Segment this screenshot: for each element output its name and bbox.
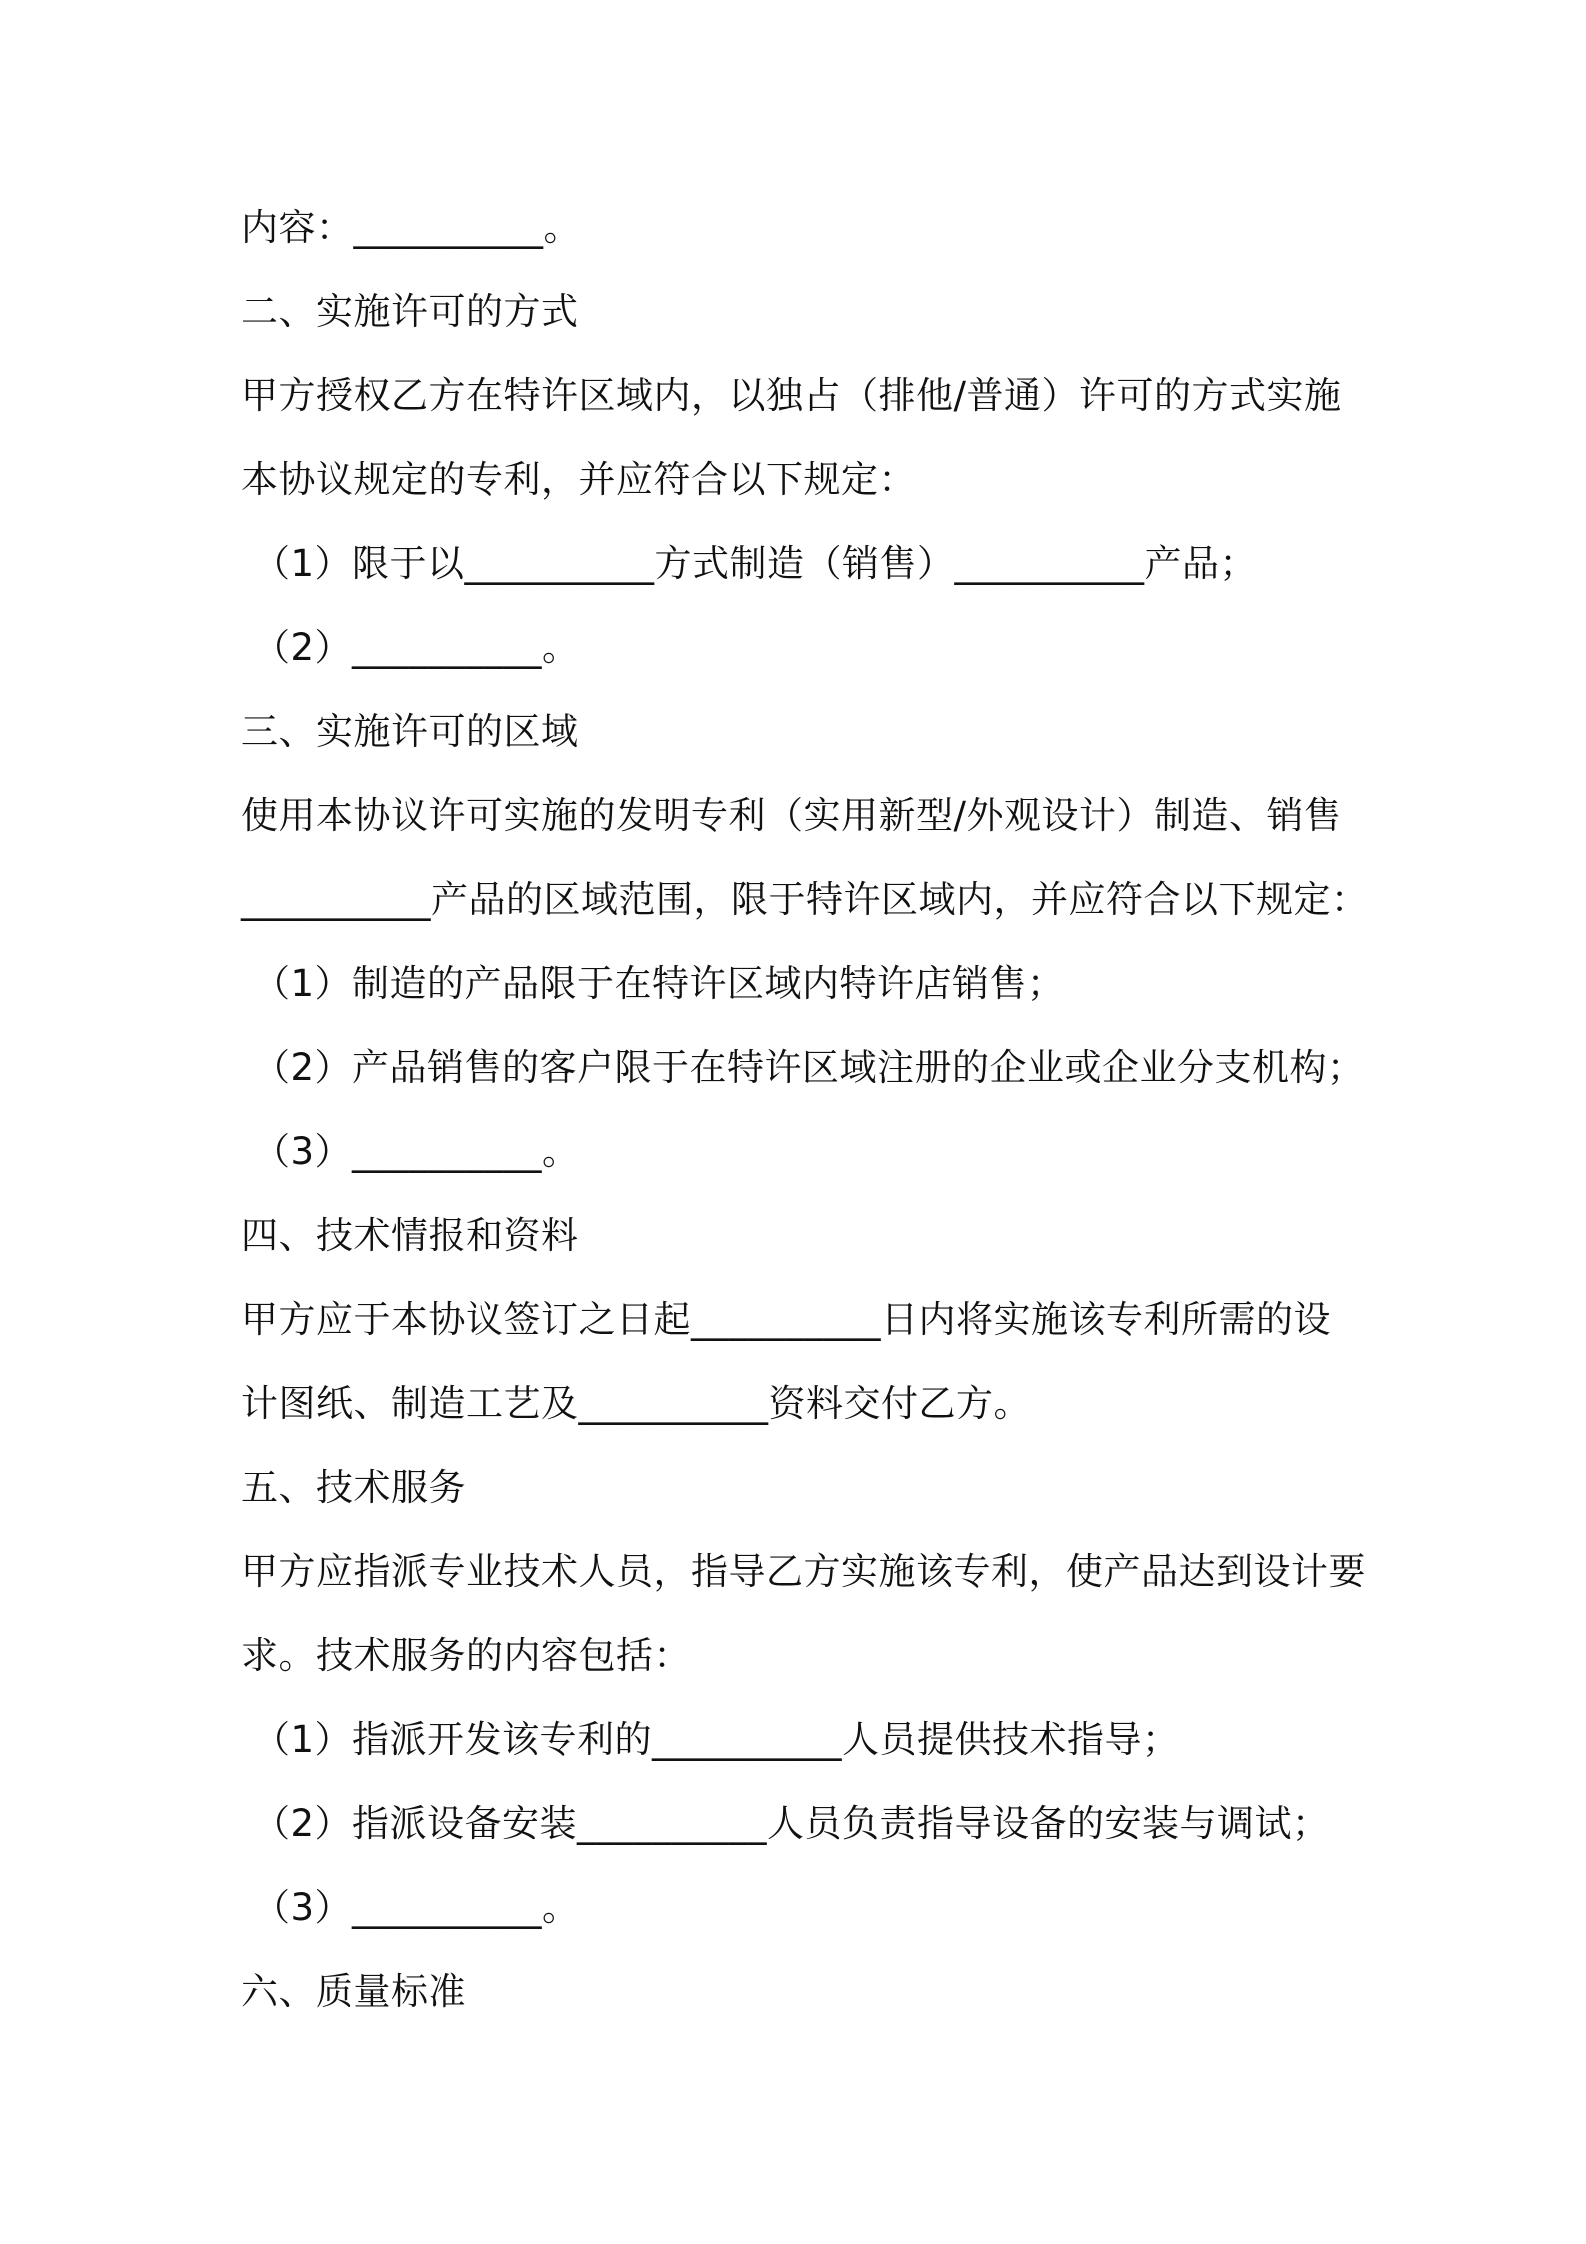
section-heading-2: 二、实施许可的方式 xyxy=(241,290,579,333)
list-item: （1）制造的产品限于在特许区域内特许店销售； xyxy=(253,962,1065,1005)
paragraph-line: 本协议规定的专利，并应符合以下规定： xyxy=(241,458,916,501)
paragraph-line: 计图纸、制造工艺及__________资料交付乙方。 xyxy=(241,1382,1031,1425)
paragraph-line: 甲方授权乙方在特许区域内，以独占（排他/普通）许可的方式实施 xyxy=(241,374,1342,417)
list-item: （2）指派设备安装__________人员负责指导设备的安装与调试； xyxy=(253,1802,1330,1845)
list-item: （1）指派开发该专利的__________人员提供技术指导； xyxy=(253,1718,1180,1761)
section-heading-5: 五、技术服务 xyxy=(241,1466,466,1509)
paragraph-line: 甲方应于本协议签订之日起__________日内将实施该专利所需的设 xyxy=(241,1298,1331,1341)
list-item: （2）产品销售的客户限于在特许区域注册的企业或企业分支机构； xyxy=(253,1046,1365,1089)
paragraph-line: 使用本协议许可实施的发明专利（实用新型/外观设计）制造、销售 xyxy=(241,794,1342,837)
list-item: （3）__________。 xyxy=(253,1886,580,1929)
content-line: 内容：__________。 xyxy=(241,206,581,249)
section-heading-6: 六、质量标准 xyxy=(241,1970,466,2013)
list-item: （3）__________。 xyxy=(253,1130,580,1173)
list-item: （2）__________。 xyxy=(253,626,580,669)
paragraph-line: 甲方应指派专业技术人员，指导乙方实施该专利，使产品达到设计要 xyxy=(241,1550,1366,1593)
paragraph-line: __________产品的区域范围，限于特许区域内，并应符合以下规定： xyxy=(241,878,1369,921)
section-heading-4: 四、技术情报和资料 xyxy=(241,1214,579,1257)
paragraph-line: 求。技术服务的内容包括： xyxy=(241,1634,691,1677)
list-item: （1）限于以__________方式制造（销售）__________产品； xyxy=(253,542,1258,585)
section-heading-3: 三、实施许可的区域 xyxy=(241,710,579,753)
